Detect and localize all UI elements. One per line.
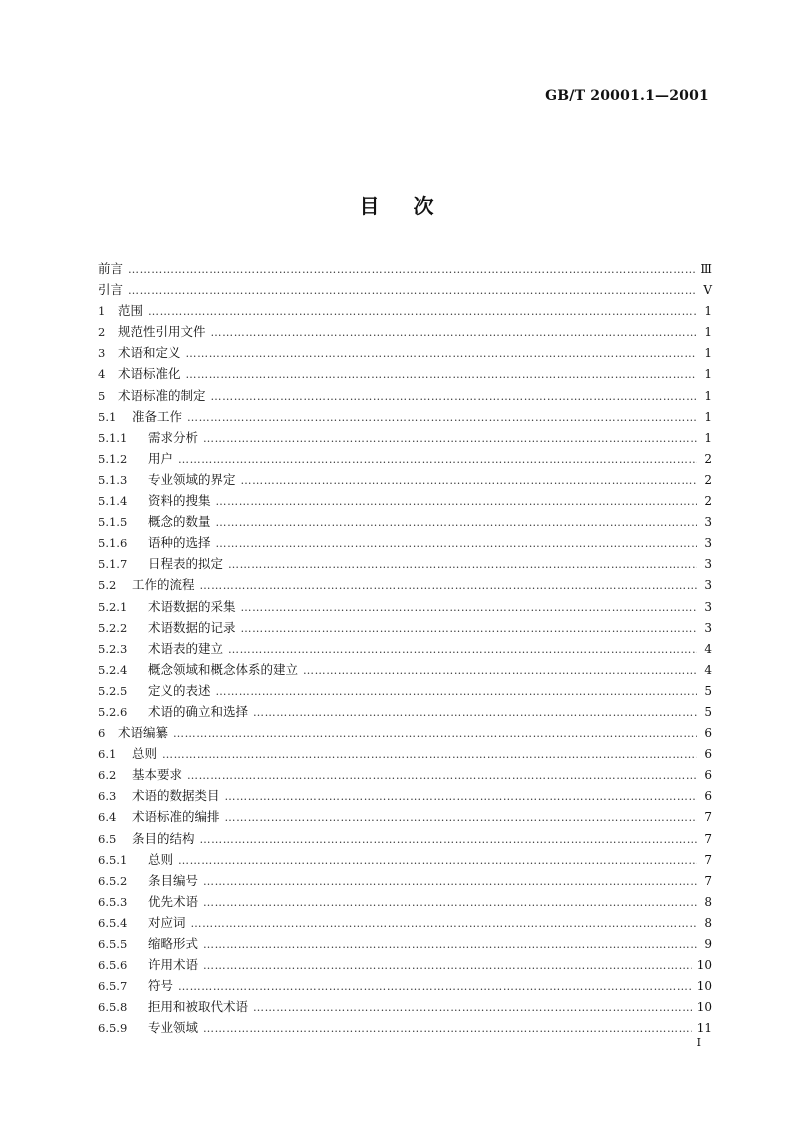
toc-leader-dots xyxy=(216,512,697,533)
toc-entry-label: 术语表的建立 xyxy=(148,640,224,656)
toc-entry[interactable] xyxy=(98,300,712,321)
toc-entry-label: 符号 xyxy=(148,978,174,994)
toc-entry-page: 2 xyxy=(704,494,712,509)
toc-leader-dots xyxy=(203,892,697,913)
toc-entry-page: 1 xyxy=(704,409,712,424)
toc-leader-dots xyxy=(178,976,692,997)
toc-entry-label: 用户 xyxy=(148,450,174,466)
toc-entry-number: 6.5.3 xyxy=(98,894,128,909)
toc-entry[interactable] xyxy=(98,490,712,511)
toc-entry-label: 术语的确立和选择 xyxy=(148,703,249,719)
toc-leader-dots xyxy=(216,681,697,702)
toc-entry[interactable] xyxy=(98,258,712,279)
toc-entry-label: 专业领域的界定 xyxy=(148,471,236,487)
toc-entry-number: 6.1 xyxy=(98,747,117,762)
toc-entry-page: 6 xyxy=(704,789,712,804)
toc-entry-label: 基本要求 xyxy=(132,767,183,783)
toc-leader-dots xyxy=(128,259,695,280)
toc-leader-dots xyxy=(173,723,697,744)
toc-entry-page: Ⅲ xyxy=(700,262,712,276)
toc-entry[interactable] xyxy=(98,511,712,532)
toc-entry[interactable] xyxy=(98,532,712,553)
toc-leader-dots xyxy=(228,554,697,575)
toc-entry-page: 2 xyxy=(704,451,712,466)
toc-entry[interactable] xyxy=(98,617,712,638)
toc-entry-label: 概念领域和概念体系的建立 xyxy=(148,661,299,677)
toc-leader-dots xyxy=(253,997,692,1018)
toc-entry-number: 2 xyxy=(98,325,106,340)
toc-leader-dots xyxy=(162,744,697,765)
toc-entry-page: 7 xyxy=(704,873,712,888)
toc-entry-page: 11 xyxy=(696,1021,712,1036)
toc-entry-number: 6.5.7 xyxy=(98,979,128,994)
toc-entry-page: 1 xyxy=(704,346,712,361)
toc-entry[interactable] xyxy=(98,785,712,806)
toc-entry-page: 7 xyxy=(704,810,712,825)
toc-leader-dots xyxy=(178,449,697,470)
toc-entry-number: 5.2.4 xyxy=(98,662,128,677)
toc-entry-label: 术语数据的采集 xyxy=(148,598,236,614)
toc-entry-label: 术语标准化 xyxy=(118,366,181,382)
toc-entry-number: 5.1.1 xyxy=(98,430,128,445)
toc-entry[interactable] xyxy=(98,406,712,427)
toc-entry-number: 5.2 xyxy=(98,578,117,593)
toc-entry-number: 5.1.7 xyxy=(98,557,128,572)
toc-leader-dots xyxy=(128,280,697,301)
toc-entry-label: 优先术语 xyxy=(148,893,199,909)
toc-leader-dots xyxy=(203,955,692,976)
toc-entry-number: 5.2.5 xyxy=(98,683,128,698)
toc-entry[interactable] xyxy=(98,553,712,574)
toc-entry-number: 5.1.4 xyxy=(98,494,128,509)
toc-entry-label: 规范性引用文件 xyxy=(118,324,206,340)
toc-entry[interactable] xyxy=(98,722,712,743)
toc-entry-label: 拒用和被取代术语 xyxy=(148,999,249,1015)
toc-entry-number: 5.1.2 xyxy=(98,451,128,466)
toc-entry-number: 6.5.8 xyxy=(98,1000,128,1015)
toc-entry-number: 5.1.3 xyxy=(98,472,128,487)
toc-leader-dots xyxy=(186,364,697,385)
page-number: I xyxy=(696,1036,701,1049)
toc-entry[interactable] xyxy=(98,279,712,300)
toc-entry[interactable] xyxy=(98,849,712,870)
toc-entry-page: Ⅴ xyxy=(703,283,712,298)
toc-entry-label: 资料的搜集 xyxy=(148,493,211,509)
toc-entry-number: 1 xyxy=(98,304,106,319)
toc-entry-page: 1 xyxy=(704,325,712,340)
toc-entry-page: 10 xyxy=(696,958,712,973)
toc-leader-dots xyxy=(148,301,697,322)
toc-leader-dots xyxy=(178,850,697,871)
toc-leader-dots xyxy=(211,386,697,407)
toc-entry-label: 前言 xyxy=(98,261,124,276)
toc-entry-label: 总则 xyxy=(148,851,174,867)
toc-entry-page: 3 xyxy=(704,536,712,551)
toc-leader-dots xyxy=(225,786,697,807)
toc-leader-dots xyxy=(187,407,697,428)
toc-entry-number: 5.1.5 xyxy=(98,515,128,530)
toc-entry-label: 术语标准的编排 xyxy=(132,809,220,825)
toc-entry-label: 缩略形式 xyxy=(148,936,199,951)
toc-leader-dots xyxy=(241,470,697,491)
toc-entry[interactable] xyxy=(98,638,712,659)
toc-entry-page: 9 xyxy=(704,937,712,951)
toc-leader-dots xyxy=(211,322,697,343)
toc-entry-page: 10 xyxy=(696,1000,712,1015)
toc-entry-label: 日程表的拟定 xyxy=(148,556,224,572)
toc-entry-label: 术语和定义 xyxy=(118,345,181,361)
toc-entry-page: 1 xyxy=(704,367,712,382)
toc-entry[interactable] xyxy=(98,870,712,891)
toc-entry-label: 术语标准的制定 xyxy=(118,387,206,403)
toc-entry-page: 8 xyxy=(704,915,712,930)
toc-entry-number: 5.2.2 xyxy=(98,620,128,635)
toc-leader-dots xyxy=(203,871,697,892)
toc-entry[interactable] xyxy=(98,574,712,595)
toc-entry-page: 3 xyxy=(704,515,712,530)
toc-entry-page: 1 xyxy=(704,304,712,319)
toc-entry[interactable] xyxy=(98,1017,712,1038)
toc-entry[interactable] xyxy=(98,996,712,1017)
toc-entry[interactable] xyxy=(98,701,712,722)
toc-entry-number: 3 xyxy=(98,346,106,361)
toc-entry[interactable] xyxy=(98,321,712,342)
toc-entry[interactable] xyxy=(98,912,712,933)
toc-entry[interactable] xyxy=(98,954,712,975)
toc-entry[interactable] xyxy=(98,342,712,363)
toc-entry[interactable] xyxy=(98,764,712,785)
toc-entry[interactable] xyxy=(98,680,712,701)
toc-entry-page: 5 xyxy=(704,683,712,698)
toc-entry-page: 3 xyxy=(704,599,712,614)
toc-entry-number: 5.1.6 xyxy=(98,536,128,551)
toc-entry-label: 工作的流程 xyxy=(132,577,195,593)
toc-leader-dots xyxy=(228,639,697,660)
toc-leader-dots xyxy=(203,934,697,955)
toc-entry-number: 5 xyxy=(98,388,106,403)
toc-entry-number: 6.5.6 xyxy=(98,958,128,973)
toc-leader-dots xyxy=(200,829,697,850)
toc-leader-dots xyxy=(203,1018,692,1039)
toc-leader-dots xyxy=(225,807,697,828)
toc-entry[interactable] xyxy=(98,891,712,912)
toc-entry-label: 定义的表述 xyxy=(148,682,211,698)
toc-entry[interactable] xyxy=(98,469,712,490)
table-of-contents xyxy=(98,258,712,1038)
toc-entry-page: 5 xyxy=(704,704,712,719)
toc-entry-label: 范围 xyxy=(118,303,144,319)
toc-entry-label: 语种的选择 xyxy=(148,535,211,551)
toc-entry-label: 术语数据的记录 xyxy=(148,619,236,635)
toc-entry-label: 总则 xyxy=(132,746,158,762)
toc-entry-page: 8 xyxy=(704,894,712,909)
toc-entry-page: 10 xyxy=(696,979,712,994)
toc-entry[interactable] xyxy=(98,659,712,680)
toc-entry-number: 5.2.6 xyxy=(98,704,128,719)
toc-entry[interactable] xyxy=(98,743,712,764)
toc-leader-dots xyxy=(216,491,697,512)
toc-entry-number: 5.2.3 xyxy=(98,641,128,656)
toc-leader-dots xyxy=(241,597,697,618)
toc-entry-label: 概念的数量 xyxy=(148,514,211,530)
toc-entry-number: 6.4 xyxy=(98,810,117,825)
toc-entry-page: 7 xyxy=(704,831,712,846)
toc-entry[interactable] xyxy=(98,363,712,384)
toc-entry-page: 1 xyxy=(704,430,712,445)
toc-entry-label: 条目编号 xyxy=(148,872,199,888)
toc-entry-label: 术语编纂 xyxy=(118,725,169,741)
toc-leader-dots xyxy=(253,702,697,723)
toc-entry-number: 6.5.9 xyxy=(98,1021,128,1036)
toc-entry-label: 专业领域 xyxy=(148,1020,199,1036)
toc-entry[interactable] xyxy=(98,933,712,954)
toc-entry-label: 准备工作 xyxy=(132,408,183,424)
toc-leader-dots xyxy=(203,428,697,449)
toc-leader-dots xyxy=(186,343,697,364)
toc-entry[interactable] xyxy=(98,828,712,849)
toc-entry-label: 需求分析 xyxy=(148,429,199,445)
toc-entry-number: 6.2 xyxy=(98,768,117,783)
toc-entry-page: 3 xyxy=(704,620,712,635)
toc-entry-number: 6.5 xyxy=(98,831,117,846)
page-title: 目次 xyxy=(359,194,468,218)
toc-entry-page: 2 xyxy=(704,472,712,487)
toc-entry-page: 3 xyxy=(704,557,712,572)
toc-entry[interactable] xyxy=(98,975,712,996)
toc-entry-page: 6 xyxy=(704,747,712,762)
toc-entry-page: 4 xyxy=(704,662,712,677)
toc-entry-label: 术语的数据类目 xyxy=(132,788,220,804)
toc-entry-page: 4 xyxy=(704,641,712,656)
toc-leader-dots xyxy=(200,575,697,596)
toc-entry-number: 6 xyxy=(98,726,106,741)
toc-entry-page: 3 xyxy=(704,578,712,593)
toc-entry-label: 许用术语 xyxy=(148,957,199,973)
toc-entry-number: 4 xyxy=(98,367,106,382)
toc-entry[interactable] xyxy=(98,448,712,469)
toc-entry[interactable] xyxy=(98,806,712,827)
toc-entry-number: 5.1 xyxy=(98,409,117,424)
toc-entry[interactable] xyxy=(98,596,712,617)
toc-entry-label: 条目的结构 xyxy=(132,830,195,846)
toc-entry-page: 6 xyxy=(704,726,712,741)
toc-entry-number: 5.2.1 xyxy=(98,599,128,614)
toc-entry-number: 6.3 xyxy=(98,789,117,804)
toc-entry-page: 6 xyxy=(704,768,712,783)
toc-entry-number: 6.5.5 xyxy=(98,937,128,951)
standard-code: GB/T 20001.1—2001 xyxy=(545,88,709,104)
toc-leader-dots xyxy=(187,765,697,786)
toc-entry-page: 1 xyxy=(704,388,712,403)
toc-entry-number: 6.5.2 xyxy=(98,873,128,888)
toc-leader-dots xyxy=(216,533,697,554)
toc-entry[interactable] xyxy=(98,385,712,406)
toc-entry-number: 6.5.4 xyxy=(98,915,128,930)
toc-entry[interactable] xyxy=(98,427,712,448)
toc-leader-dots xyxy=(241,618,697,639)
toc-entry-page: 7 xyxy=(704,852,712,867)
toc-leader-dots xyxy=(191,913,697,934)
toc-leader-dots xyxy=(303,660,697,681)
toc-entry-label: 对应词 xyxy=(148,914,186,930)
toc-entry-number: 6.5.1 xyxy=(98,852,128,867)
toc-entry-label: 引言 xyxy=(98,282,124,298)
